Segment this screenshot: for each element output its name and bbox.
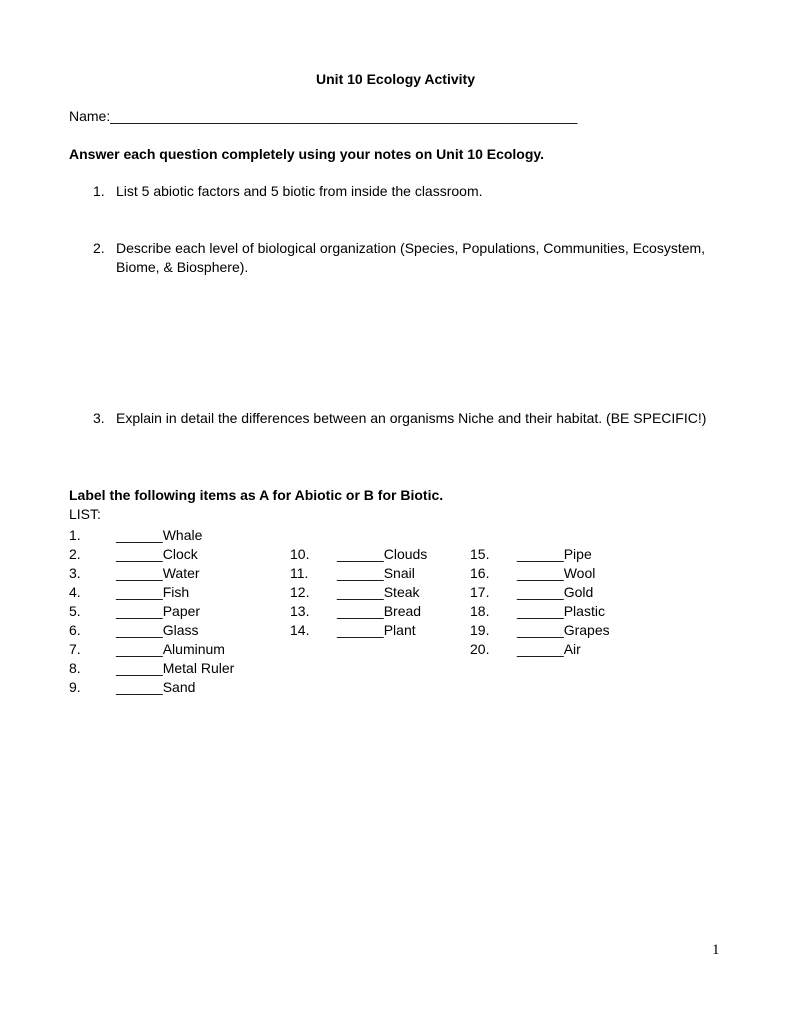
list-item-answer[interactable]: ______Clouds: [337, 546, 428, 562]
list-item-number: 10.: [290, 546, 310, 562]
question-1-text: List 5 abiotic factors and 5 biotic from inside the classroom.: [116, 183, 483, 199]
list-item-answer[interactable]: ______Wool: [517, 565, 596, 581]
list-item-number: 11.: [290, 565, 309, 581]
list-item-number: 12.: [290, 584, 310, 600]
page-number: 1: [712, 942, 720, 958]
list-item-answer[interactable]: ______Grapes: [517, 622, 610, 638]
list-item-number: 18.: [470, 603, 490, 619]
list-item-number: 13.: [290, 603, 310, 619]
list-item-answer[interactable]: ______Whale: [116, 527, 203, 543]
list-item-number: 8.: [69, 660, 81, 676]
list-label: LIST:: [69, 506, 101, 522]
list-item-answer[interactable]: ______Plant: [337, 622, 416, 638]
name-field[interactable]: Name:____________________________________________________________: [69, 108, 578, 124]
list-item-answer[interactable]: ______Water: [116, 565, 200, 581]
question-2-text-continued: Biome, & Biosphere).: [116, 259, 249, 275]
list-item-answer[interactable]: ______Sand: [116, 679, 196, 695]
list-item-answer[interactable]: ______Metal Ruler: [116, 660, 235, 676]
list-item-number: 4.: [69, 584, 81, 600]
list-item-answer[interactable]: ______Paper: [116, 603, 201, 619]
list-item-number: 9.: [69, 679, 81, 695]
list-item-number: 5.: [69, 603, 81, 619]
question-3-number: 3.: [93, 410, 105, 426]
list-item-number: 19.: [470, 622, 490, 638]
list-item-answer[interactable]: ______Glass: [116, 622, 199, 638]
list-item-number: 3.: [69, 565, 81, 581]
list-item-answer[interactable]: ______Fish: [116, 584, 190, 600]
question-2-text: Describe each level of biological organization (Species, Populations, Communities, Ecosystem,: [116, 240, 706, 256]
list-item-answer[interactable]: ______Snail: [337, 565, 415, 581]
list-item-answer[interactable]: ______Aluminum: [116, 641, 225, 657]
list-item-number: 16.: [470, 565, 490, 581]
list-item-answer[interactable]: ______Bread: [337, 603, 422, 619]
list-item-answer[interactable]: ______Clock: [116, 546, 198, 562]
document-title: Unit 10 Ecology Activity: [316, 71, 475, 87]
list-item-answer[interactable]: ______Gold: [517, 584, 594, 600]
list-item-number: 6.: [69, 622, 81, 638]
list-item-number: 15.: [470, 546, 490, 562]
list-item-answer[interactable]: ______Plastic: [517, 603, 605, 619]
question-2-number: 2.: [93, 240, 105, 256]
list-item-number: 14.: [290, 622, 310, 638]
list-item-number: 20.: [470, 641, 490, 657]
list-item-answer[interactable]: ______Air: [517, 641, 581, 657]
list-item-number: 1.: [69, 527, 81, 543]
list-item-number: 7.: [69, 641, 81, 657]
list-item-answer[interactable]: ______Pipe: [517, 546, 592, 562]
question-3-text: Explain in detail the differences between an organisms Niche and their habitat. (BE SPECIFIC!): [116, 410, 707, 426]
instructions: Answer each question completely using your notes on Unit 10 Ecology.: [69, 146, 545, 162]
list-item-number: 2.: [69, 546, 81, 562]
list-item-number: 17.: [470, 584, 490, 600]
list-item-answer[interactable]: ______Steak: [337, 584, 420, 600]
question-1-number: 1.: [93, 183, 105, 199]
label-section-heading: Label the following items as A for Abiotic or B for Biotic.: [69, 487, 444, 503]
